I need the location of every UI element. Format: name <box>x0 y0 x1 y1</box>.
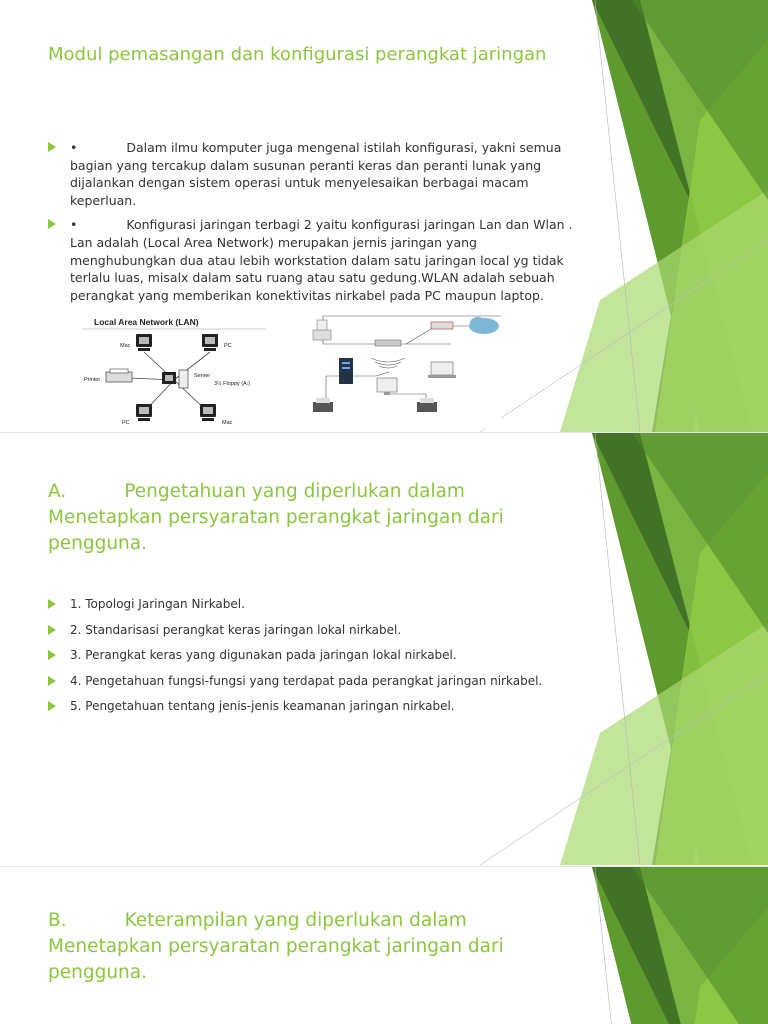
bullet-arrow-icon <box>48 599 56 609</box>
lan-label-mac: Mac <box>120 343 131 349</box>
section-title-text: Keterampilan yang diperlukan dalam Menetapkan persyaratan perangkat jaringan dari pengguna. <box>48 910 504 983</box>
lan-label-pc: PC <box>224 343 232 349</box>
list-item: 2. Standarisasi perangkat keras jaringan lokal nirkabel. <box>48 622 588 648</box>
list-item: 4. Pengetahuan fungsi-fungsi yang terdapat pada perangkat jaringan nirkabel. <box>48 673 588 699</box>
lan-label-floppy: 3½ Floppy (A:) <box>214 381 251 387</box>
bullet-arrow-icon <box>48 142 56 152</box>
slide-2 <box>0 433 768 866</box>
computer-icon <box>202 334 218 351</box>
bullet-marker: • <box>70 140 78 155</box>
cloud-icon <box>469 317 499 334</box>
list-item <box>48 139 576 209</box>
section-title <box>48 908 568 986</box>
lan-label-pc: PC <box>122 420 130 426</box>
slide-title: Modul pemasangan dan konfigurasi perangkat jaringan <box>48 44 547 65</box>
bullet-marker: • <box>70 217 78 233</box>
printer-icon <box>417 398 437 412</box>
lan-label-server: Server <box>194 373 211 379</box>
bullet-text: Dalam ilmu komputer juga mengenal istilah konfigurasi, yakni semua bagian yang tercakup dalam susunan peranti keras dan peranti lunak yang dijalankan dengan sistem operasi untuk menyelesaikan berbagai macam keperluan. <box>70 140 562 208</box>
lan-diagram-title: Local Area Network (LAN) <box>94 317 199 327</box>
section-title <box>48 479 568 557</box>
bullet-arrow-icon <box>48 625 56 635</box>
printer-icon <box>106 369 132 382</box>
computer-icon <box>136 334 152 351</box>
bullet-text: Konfigurasi jaringan terbagi 2 yaitu konfigurasi jaringan Lan dan Wlan . Lan adalah (Local Area Network) merupakan jernis jaringan yang menghubungkan dua atau lebih workstation dalam satu jaringan local yg tidak terlalu luas, misalx dalam satu ruang atau satu gedung.WLAN adalah sebuah perangkat yang memberikan konektivitas nirkabel pada PC maupun laptop. <box>70 217 573 303</box>
monitor-icon <box>377 378 397 395</box>
server-icon <box>162 370 188 388</box>
bullet-arrow-icon <box>48 701 56 711</box>
wlan-diagram <box>301 314 501 428</box>
bullet-arrow-icon <box>48 219 56 229</box>
knowledge-list <box>48 596 588 724</box>
lan-label-printer: Printer <box>84 377 101 383</box>
section-title-text: Pengetahuan yang diperlukan dalam Menetapkan persyaratan perangkat jaringan dari pengguna. <box>48 481 504 554</box>
laptop-icon <box>428 362 456 378</box>
router-icon <box>371 340 405 368</box>
list-item: 5. Pengetahuan tentang jenis-jenis keamanan jaringan nirkabel. <box>48 698 588 724</box>
section-letter: A. <box>48 481 67 502</box>
slide-1 <box>0 0 768 432</box>
lan-diagram <box>82 314 266 432</box>
printer-icon <box>313 398 333 412</box>
server-icon <box>339 358 353 384</box>
list-item: 3. Perangkat keras yang digunakan pada jaringan lokal nirkabel. <box>48 647 588 673</box>
section-letter: B. <box>48 910 67 931</box>
bullet-arrow-icon <box>48 650 56 660</box>
list-item <box>48 216 576 304</box>
computer-icon <box>313 320 331 340</box>
lan-label-mac: Mac <box>222 420 233 426</box>
computer-icon <box>200 404 216 421</box>
slide-3 <box>0 867 768 1024</box>
modem-icon <box>431 322 453 329</box>
computer-icon <box>136 404 152 421</box>
bullet-list <box>48 139 576 311</box>
list-item: 1. Topologi Jaringan Nirkabel. <box>48 596 588 622</box>
bullet-arrow-icon <box>48 676 56 686</box>
